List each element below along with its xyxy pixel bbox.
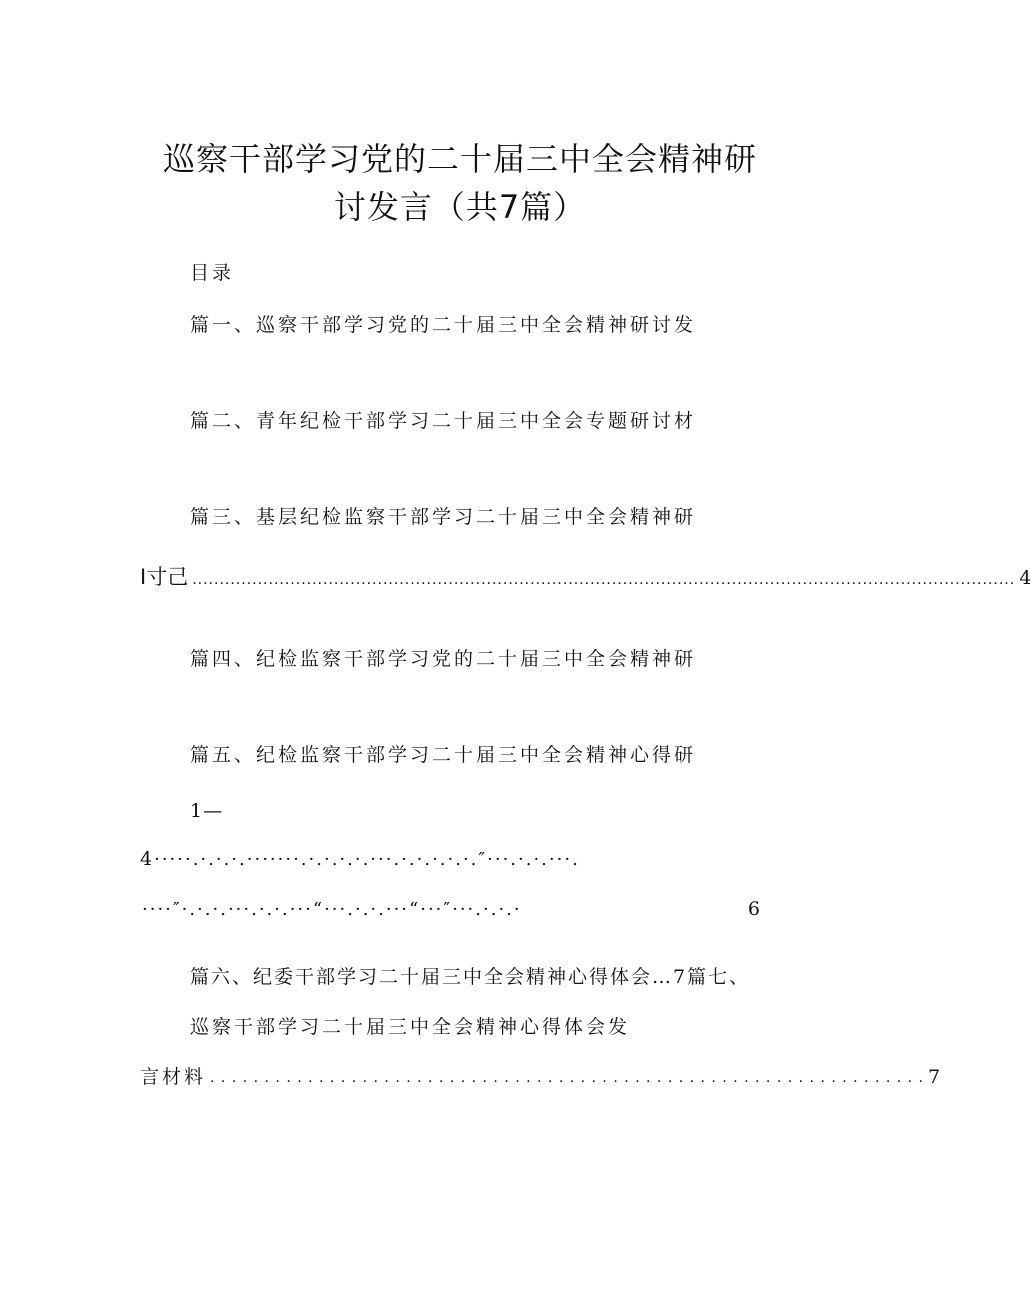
toc-entry-7-page-number: 7 xyxy=(928,1066,941,1088)
toc-entry-3-continuation-text: I寸己 xyxy=(140,565,189,589)
toc-entry-4[interactable]: 篇四、纪检监察干部学习党的二十届三中全会精神研 xyxy=(190,648,697,670)
toc-entry-2[interactable]: 篇二、青年纪检干部学习二十届三中全会专题研讨材 xyxy=(190,410,697,432)
dot-leader: ....................................................................................................................................................... xyxy=(192,571,1016,588)
document-title-line-1: 巡察干部学习党的二十届三中全会精神研 xyxy=(162,140,757,178)
toc-entry-3-page-number: 4 xyxy=(1019,567,1031,590)
toc-entry-5-leader-line-2 xyxy=(140,898,760,921)
toc-entry-5[interactable]: 篇五、纪检监察干部学习二十届三中全会精神心得研 xyxy=(190,744,697,766)
toc-entry-5-leader-line-1 xyxy=(140,848,775,871)
toc-entry-1[interactable]: 篇一、巡察干部学习党的二十届三中全会精神研讨发 xyxy=(190,314,697,336)
toc-entry-5-continuation: 1— xyxy=(190,800,224,822)
toc-entry-7-continuation[interactable] xyxy=(140,1066,941,1089)
toc-entry-5-line-start: 4 xyxy=(140,848,153,870)
dot-leader: . . . . . . . . . . . . . . . . . . . . . . . . . . . . . . . . . . . . . . . . . . . . . . . . . . . . . . . . . . . . . . . . . . xyxy=(210,1070,924,1087)
toc-entry-7[interactable]: 巡察干部学习二十届三中全会精神心得体会发 xyxy=(190,1016,631,1038)
toc-heading: 目录 xyxy=(190,262,235,284)
toc-entry-6[interactable]: 篇六、纪委干部学习二十届三中全会精神心得体会…7篇七、 xyxy=(190,966,751,988)
toc-entry-5-page-number: 6 xyxy=(747,898,760,920)
toc-entry-7-continuation-text: 言材料 xyxy=(140,1066,207,1088)
dot-leader: ····″·.·.·.···.·.·.···“···.·.·.···“···″···.·.·.· xyxy=(142,899,522,921)
toc-entry-3[interactable]: 篇三、基层纪检监察干部学习二十届三中全会精神研 xyxy=(190,506,697,528)
toc-entry-3-continuation[interactable] xyxy=(140,565,1031,590)
dot-leader: ·····.·.·.·.·······.·.·.·.·.···.·.·.·.·.·.″···.·.·.···. xyxy=(154,849,580,871)
document-title-line-2: 讨发言（共7篇） xyxy=(333,188,587,226)
